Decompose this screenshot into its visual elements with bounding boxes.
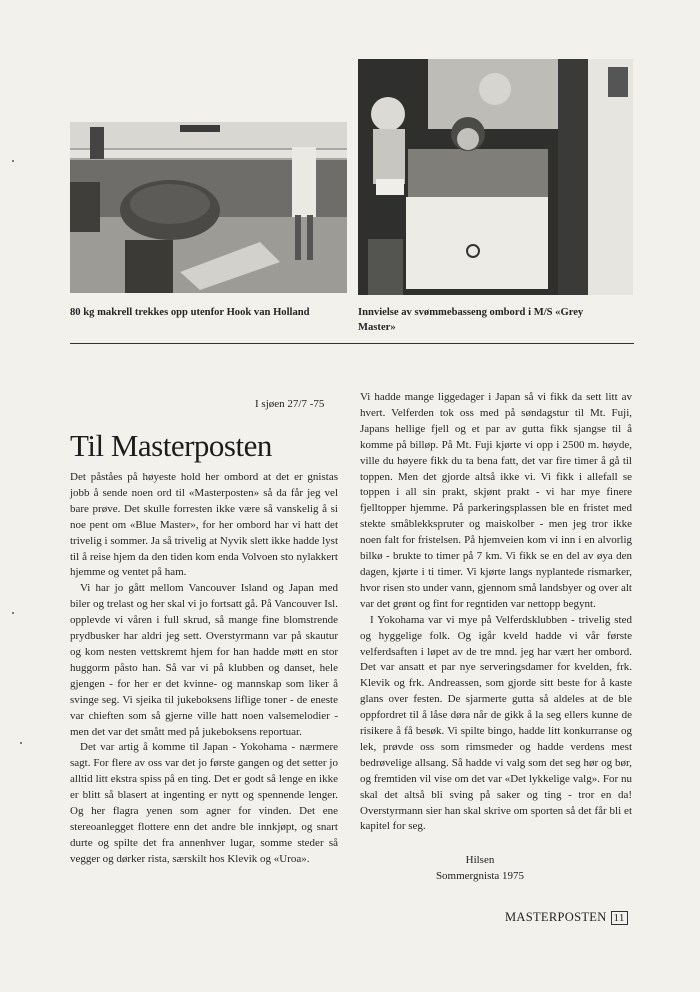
paragraph: Det var artig å komme til Japan - Yokohama - nærmere sagt. For flere av oss var det jo første gangen og det setter jo alltid litt ekstra spiss på en ting. Det er godt så lenge en ikke er blitt så blasert at ingenting er nytt og spennende lenger. Og her flagra yenen som agner for vinden. Det ene stereoanlegget flottere enn det andre ble innkjøpt, og snart durte og spilte det fra annenhver lugar, somme steder så vegger og dørker rista, særskilt hos Klevik og «Uroa».: [70, 741, 338, 865]
photo-swimming-basin-drawing: [358, 59, 633, 295]
section-divider: [70, 343, 634, 344]
signature: Sommergnista 1975: [435, 870, 525, 882]
caption-right-line2: Master»: [358, 322, 396, 333]
margin-dot: [20, 742, 22, 744]
paragraph: I Yokohama var vi mye på Velferdsklubben - trivelig sted og hyggelige folk. Og igår kveld hadde vi vår første velferdsaften i løpet av de tre mnd. jeg har vært her ombord. Det var ansatt et par nye serveringsdamer for kvelden, frk. Klevik og frk. Andreassen, som gjorde sitt beste for å kaste glans over festen. De sjarmerte gutta så aldeles at de ble oppfordret til å låse døra når de gikk å la seg ellers kunne de risikere å få besøk. Vi spilte bingo, hadde litt konkurranse og lek, prøvde oss som rimsmeder og hadde verdens mest bedrøvelige allsang. Så hadde vi valg som det seg hør og bør, og fremtiden vil vise om det var «Det lykkelige valg». For nu skal det altså bli sving på saker og ting - tror en da! Overstyrmann sier han skal skrive om sporten så det får bli et kapitel for seg.: [360, 613, 632, 833]
greeting: Hilsen: [465, 854, 495, 866]
photo-deck-mackerel: [70, 122, 347, 293]
article-dateline: I sjøen 27/7 -75: [255, 398, 325, 410]
paragraph: Vi har jo gått mellom Vancouver Island og Japan med biler og trelast og her skal vi jo fortsatt gå. På Vancouver Isl. opplevde vi våren i full skrud, så mange fine blomstrende prydbusker har aldri jeg sett. Overstyrmann var på skautur og kom nesten vettskremt hjem for han hadde møtt en stor huggorm påsto han. Så var vi på klubben og danset, hele gjengen - for her er det kvinne- og mannskap som liker å svinge seg. Vi sjeika til jukeboksens liflige toner - de eneste var chieften som så gjerne ville hatt noen valsemelodier - men det var det smått med på jukeboksens reportuar.: [70, 582, 338, 738]
paragraph: Det påståes på høyeste hold her ombord at det er gnistas jobb å sende noen ord til «Masterposten» så da får jeg vel bare prøve. Det skulle forresten ikke være så vanskelig å si noe pent om «Blue Master», for her ombord har vi hatt det trivelig i sommer. Ja så trivelig at Nyvik slett ikke hadde lyst til å reise hjem da den tiden kom enda Volvoen sto nylakkert hjemme og ventet på ham.: [70, 471, 338, 579]
caption-right: [358, 305, 636, 335]
article-column-left: [70, 470, 338, 868]
margin-dot: [12, 612, 14, 614]
margin-dot: [12, 160, 14, 162]
photo-swimming-basin: [358, 59, 633, 295]
caption-left: 80 kg makrell trekkes opp utenfor Hook van Holland: [70, 307, 310, 318]
page-footer: [505, 910, 628, 925]
article-column-right: [360, 390, 632, 835]
article-title: Til Masterposten: [70, 428, 272, 463]
photo-deck-mackerel-drawing: [70, 122, 347, 293]
signature-block: [360, 852, 600, 884]
magazine-name: MASTERPOSTEN: [505, 910, 607, 924]
page-number: 11: [611, 911, 628, 925]
paragraph: Vi hadde mange liggedager i Japan så vi fikk da sett litt av hvert. Velferden tok oss med på søndagstur til Mt. Fuji, Japans hellige fjell og et par av gutta fikk sjangse til å komme på billøp. På Mt. Fuji kjørte vi opp i 2500 m. høyde, ville du høyere fikk du ta bena fatt, det var fire timer å gå til toppen. Men det gjorde altså ikke vi. Vi fikk i allefall se toppen i all sin prakt, skjønt prakt - vi har mye finere fjelltopper hjemme. På parkeringsplassen ble en fristet med stekte småblekkspruter og maiskolber - men jeg tror ikke noen falt for fristelsen. På hjemveien kom vi inn i en alvorlig bilkø - brukte to timer på 7 km. Vi fikk se en del av øya den dagen, kjørte i ti timer. Vi kjørte langs nyplantede rismarker, hvor risen sto under vann, gjennom små landsbyer og over alt var det grønt og fint for regntiden var nettopp begynt.: [360, 391, 632, 610]
caption-right-line1: Innvielse av svømmebasseng ombord i M/S «Grey: [358, 307, 584, 318]
